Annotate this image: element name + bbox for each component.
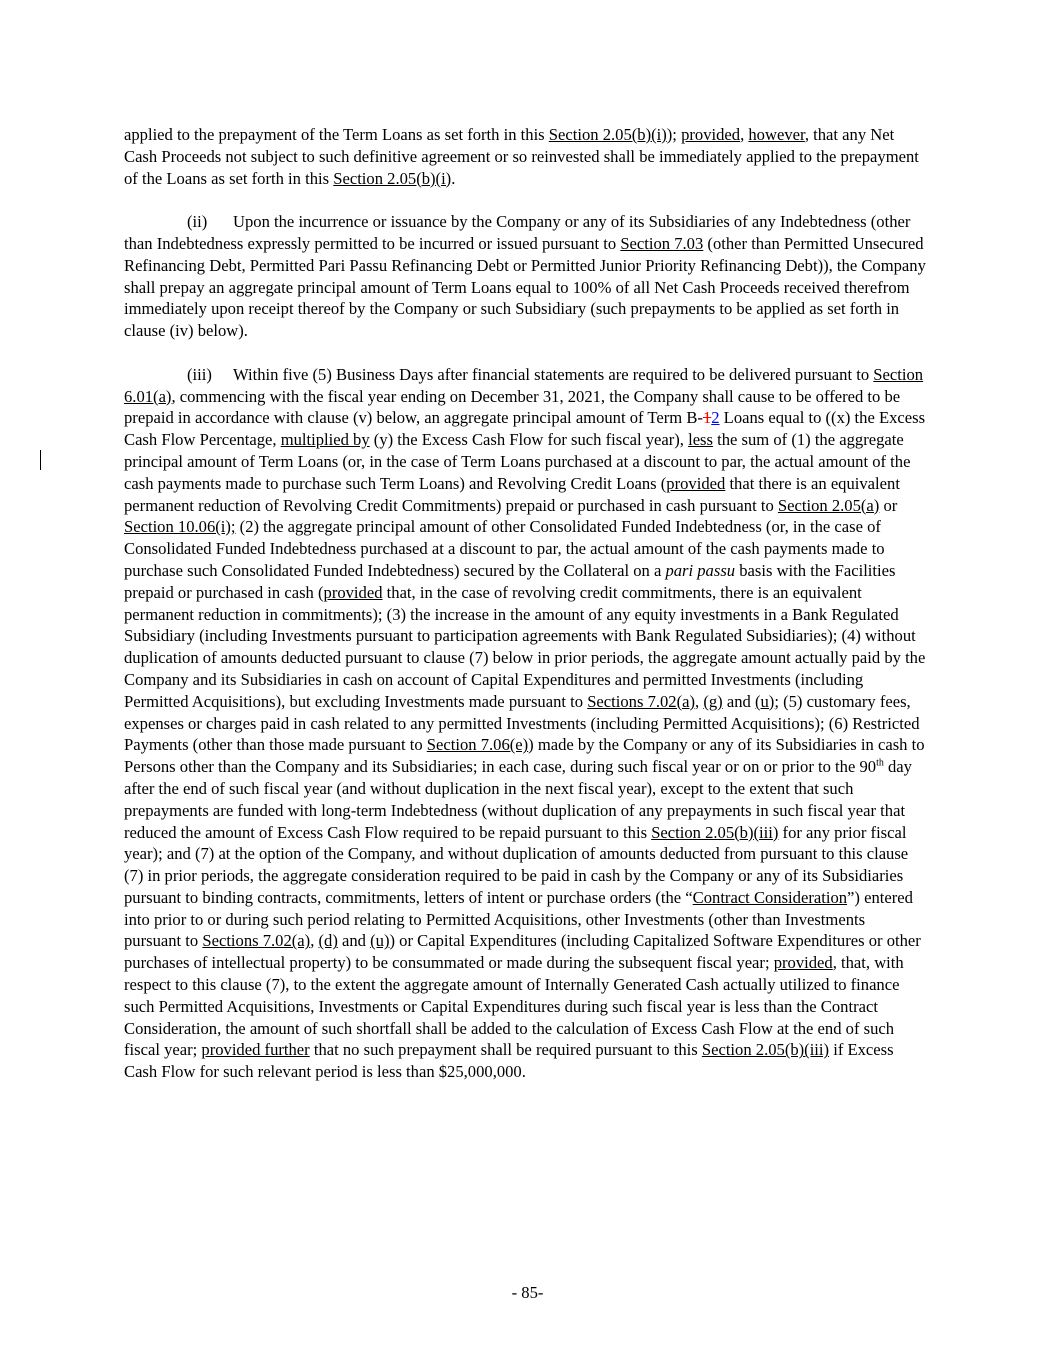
text-run: for any prior fiscal year); and (7) at the option of the Company, and without duplication of amounts deducted from pursuant to this clause (7) in prior periods, the aggregate consideration required to be paid in cash by the Company or any of its Subsidiaries pursuant to binding contracts, commitments, letters of intent or purchase orders (the “ — [124, 822, 909, 907]
text-run: if Excess Cash Flow for such relevant period is less than $25,000,000. — [124, 1040, 894, 1082]
defined-term-contract-consideration: Contract Consideration — [692, 887, 848, 907]
section-reference: Section 10.06(i); — [124, 517, 236, 537]
text-run: . — [451, 168, 456, 188]
text-run: , — [310, 931, 319, 951]
section-reference: (g) — [703, 691, 723, 711]
page-number: - 85- — [511, 1283, 544, 1302]
text-run: ) made by the Company or any of its Subsidiaries in cash to Persons other than the Company and its Subsidiaries; in each case, during such fiscal year or on or prior to the 90 — [124, 735, 925, 777]
text-run: , — [740, 125, 749, 144]
defined-term: multiplied by — [280, 430, 370, 450]
text-run: , that, with respect to this clause (7), to the extent the aggregate amount of Internally Generated Cash actually utilized to finance such Permitted Acquisitions, Investments or Capital Expenditures during such fiscal year is less than the Contract Consideration, the amount of such shortfall shall be added to the calculation of Excess Cash Flow at the end of such fiscal year; — [124, 953, 904, 1060]
document-body — [124, 124, 926, 1083]
text-run: ) or Capital Expenditures (including Capitalized Software Expenditures or other purchases of intellectual property) to be consummated or made during the subsequent fiscal year; — [124, 931, 921, 973]
section-reference: Section 7.06(e) — [426, 735, 529, 755]
text-run: or — [879, 495, 898, 515]
text-run: basis with the Facilities prepaid or purchased in cash ( — [124, 560, 896, 602]
paragraph-iii — [124, 364, 926, 1083]
defined-term-provided: provided — [681, 125, 741, 144]
section-reference: Sections 7.02(a) — [587, 691, 696, 711]
text-run: , — [695, 691, 704, 711]
text-run: that, in the case of revolving credit commitments, there is an equivalent permanent reduction in commitments); (3) the increase in the amount of any equity investments in a Bank Regulated Subsidiary (including Investments pursuant to participation agreements with Bank Regulated Subsidiaries); (4) without duplication of amounts deducted pursuant to clause (7) below in prior periods, the aggregate amount actually paid by the Company and its Subsidiaries in cash on account of Capital Expenditures and permitted Investments (including Permitted Acquisitions), but excluding Investments made pursuant to — [124, 582, 926, 711]
section-reference: Section 2.05(b)(i) — [548, 125, 667, 144]
section-reference: (u) — [370, 931, 390, 951]
section-reference: Section 7.03 — [620, 233, 704, 253]
text-run: (2) the aggregate principal amount of other Consolidated Funded Indebtedness (or, in the case of Consolidated Funded Indebtedness purchased at a discount to par, the actual amount of the cash payments made to purchase such Consolidated Funded Indebtedness) secured by the Collateral on a — [124, 517, 885, 580]
defined-term-provided: provided — [666, 473, 726, 493]
italic-term: pari passu — [665, 560, 736, 580]
text-run: Loans equal to ((x) the Excess Cash Flow Percentage, — [124, 408, 926, 450]
section-reference: Section 6.01(a) — [124, 364, 924, 406]
text-run: (other than Permitted Unsecured Refinancing Debt, Permitted Pari Passu Refinancing Debt or Permitted Junior Priority Refinancing Debt)), the Company shall prepay an aggregate principal amount of Term Loans equal to 100% of all Net Cash Proceeds received therefrom immediately upon receipt thereof by the Company or such Subsidiary (such prepayments to be applied as set forth in clause (iv) below). — [124, 233, 926, 341]
text-run: (y) the Excess Cash Flow for such fiscal year), — [369, 430, 689, 450]
clause-number: (iii) — [187, 364, 212, 384]
section-reference: (u) — [754, 691, 775, 711]
text-run: Upon the incurrence or issuance by the Company or any of its Subsidiaries of any Indebtedness (other than Indebtedness expressly permitted to be incurred or issued pursuant to — [124, 212, 911, 253]
section-reference: Section 2.05(a) — [777, 495, 880, 515]
text-run: , that any Net Cash Proceeds not subject to such definitive agreement or so reinvested shall be immediately applied to the prepayment of the Loans as set forth in this — [124, 125, 919, 188]
text-run: applied to the prepayment of the Term Loans as set forth in this — [124, 125, 549, 144]
revision-change-bar — [40, 450, 41, 470]
text-run: ”) entered into prior to or during such period relating to Permitted Acquisitions, other Investments (other than Investments pursuant to — [124, 887, 913, 951]
defined-term-provided-further: provided further — [201, 1040, 310, 1060]
text-run: ; (5) customary fees, expenses or charges paid in cash related to any permitted Investments (including Permitted Acquisitions); (6) Restricted Payments (other than those made pursuant to — [124, 691, 920, 755]
defined-term-provided: provided — [323, 582, 383, 602]
text-run: and — [722, 691, 755, 711]
defined-term-however: however — [748, 125, 805, 144]
text-run: and — [337, 931, 371, 951]
text-run: ); — [666, 125, 682, 144]
text-run: day after the end of such fiscal year (and without duplication in the next fiscal year), except to the extent that such prepayments are funded with long-term Indebtedness (without duplication of any prepayments in such fiscal year that reduced the amount of Excess Cash Flow required to be repaid pursuant to this — [124, 757, 912, 842]
paragraph-ii — [124, 211, 926, 342]
text-run: Within five (5) Business Days after financial statements are required to be delivered pursuant to — [233, 364, 874, 384]
text-run: that there is an equivalent permanent reduction of Revolving Credit Commitments) prepaid or purchased in cash pursuant to — [124, 473, 900, 515]
text-run: that no such prepayment shall be required pursuant to this — [309, 1040, 702, 1060]
inserted-text: 2 — [711, 408, 720, 428]
section-reference: Sections 7.02(a) — [202, 931, 311, 951]
section-reference: Section 2.05(b)(iii) — [651, 822, 779, 842]
defined-term: less — [688, 430, 713, 450]
text-run: , commencing with the fiscal year ending on December 31, 2021, the Company shall cause to be offered to be prepaid in accordance with clause (v) below, an aggregate principal amount of Term B- — [124, 386, 901, 428]
ordinal-superscript: th — [876, 757, 884, 769]
defined-term-provided: provided — [773, 953, 833, 973]
clause-number: (ii) — [187, 212, 208, 232]
deleted-text: 1 — [702, 408, 712, 428]
section-reference: (d) — [318, 931, 338, 951]
section-reference: Section 2.05(b)(iii) — [701, 1040, 830, 1060]
section-reference: Section 2.05(b)(i) — [333, 168, 452, 188]
paragraph-continuation — [124, 124, 926, 189]
text-run: the sum of (1) the aggregate principal amount of Term Loans (or, in the case of Term Loans purchased at a discount to par, the actual amount of the cash payments made to purchase such Term Loans) and Revolving Credit Loans ( — [124, 430, 911, 493]
